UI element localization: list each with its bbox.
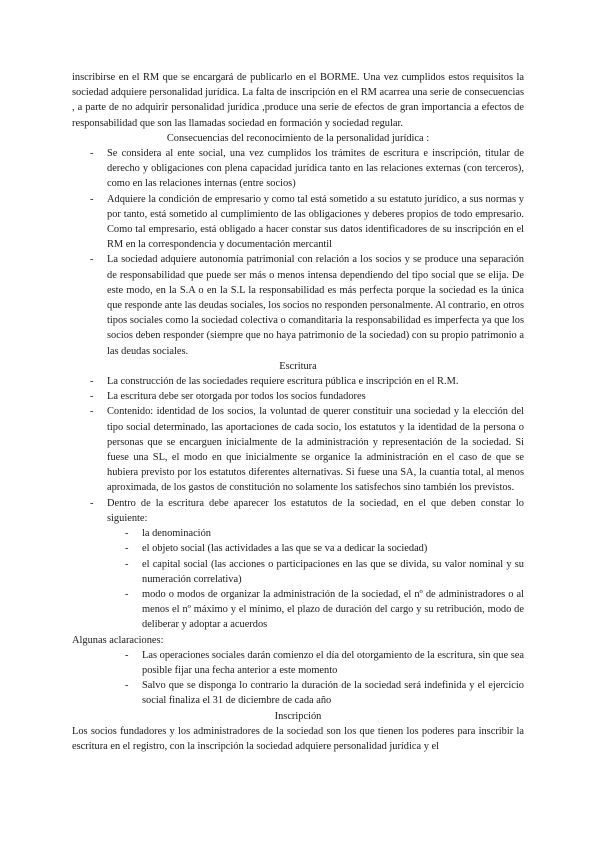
sublist-item: - modo o modos de organizar la administración de la sociedad, el nº de administradores o al menos el nº máximo y el mínimo, el plazo de duración del cargo y su retribución, modo de deliberar y adoptar a acuerdos bbox=[107, 587, 524, 633]
sublist-item: - el capital social (las acciones o participaciones en las que se divida, su valor nominal y su numeración correlativa) bbox=[107, 557, 524, 587]
estatutos-sublist bbox=[107, 526, 524, 632]
heading-consecuencias: Consecuencias del reconocimiento de la personalidad jurídica : bbox=[166, 132, 430, 144]
list-item: - Salvo que se disponga lo contrario la duración de la sociedad será indefinida y el ejercicio social finaliza el 31 de diciembre de cada año bbox=[72, 678, 524, 708]
aclaraciones-label: Algunas aclaraciones: bbox=[72, 634, 164, 646]
consecuencias-list bbox=[72, 146, 524, 359]
estatutos-text: Dentro de la escritura debe aparecer los estatutos de la sociedad, en el que deben constar lo siguiente: bbox=[107, 497, 524, 524]
document-page bbox=[72, 70, 524, 754]
sublist-item: - el objeto social (las actividades a las que se va a dedicar la sociedad) bbox=[107, 541, 524, 556]
heading-escritura: Escritura bbox=[279, 360, 317, 372]
sublist-item: - la denominación bbox=[107, 526, 524, 541]
list-item: - La construcción de las sociedades requiere escritura pública e inscripción en el R.M. bbox=[72, 374, 524, 389]
list-item: - Las operaciones sociales darán comienzo el día del otorgamiento de la escritura, sin que sea posible fijar una fecha anterior a este momento bbox=[72, 648, 524, 678]
list-item: - Adquiere la condición de empresario y como tal está sometido a su estatuto jurídico, a sus normas y por tanto, está sometido al cumplimiento de las obligaciones y deberes propios de todo empresario. Como tal empresario, está obligado a hacer constar sus datos identificadores de su inscripción en el RM en la correspondencia y documentación mercantil bbox=[72, 192, 524, 253]
aclaraciones-list bbox=[72, 648, 524, 709]
list-item-estatutos bbox=[72, 496, 524, 633]
inscripcion-paragraph: Los socios fundadores y los administradores de la sociedad son los que tienen los poderes para inscribir la escritura en el registro, con la inscripción la sociedad adquiere personalidad jurídica y el bbox=[72, 725, 524, 752]
heading-inscripcion: Inscripción bbox=[274, 710, 322, 722]
intro-paragraph: inscribirse en el RM que se encargará de publicarlo en el BORME. Una vez cumplidos estos requisitos la sociedad adquiere personalidad jurídica. La falta de inscripción en el RM acarrea una serie de consecuencias , a parte de no adquirir personalidad jurídica ,produce una serie de efectos de gran importancia a efectos de responsabilidad que son las llamadas sociedad en formación y sociedad regular. bbox=[72, 72, 524, 129]
list-item: - Se considera al ente social, una vez cumplidos los trámites de escritura e inscripción, titular de derecho y obligaciones con plena capacidad jurídica tanto en las relaciones externas (con terceros), como en las relaciones internas (entre socios) bbox=[72, 146, 524, 192]
escritura-list bbox=[72, 374, 524, 632]
list-item: - Contenido: identidad de los socios, la voluntad de querer constituir una sociedad y la elección del tipo social determinado, las aportaciones de cada socio, los estatutos y la identidad de la persona o personas que se encarguen inicialmente de la administración y representación de la sociedad. Si fuese una SL, el modo en que inicialmente se organice la administración en el caso de que se hubiera previsto por los estatutos diferentes alternativas. Si fuese una SA, la cuantía total, al menos aproximada, de los gastos de constitución no solamente los satisfechos sino también los previstos. bbox=[72, 404, 524, 495]
list-item: - La sociedad adquiere autonomía patrimonial con relación a los socios y se produce una separación de responsabilidad que puede ser más o menos intensa dependiendo del tipo social que se elija. De este modo, en la S.A o en la S.L la responsabilidad es más perfecta porque la sociedad es la única que responde ante las deudas sociales, los socios no responden personalmente. Al contrario, en otros tipos sociales como la sociedad colectiva o comanditaria la responsabilidad es imperfecta ya que los socios deben responder (siempre que no haya patrimonio de la sociedad) con su propio patrimonio a las deudas sociales. bbox=[72, 252, 524, 358]
list-item: - La escritura debe ser otorgada por todos los socios fundadores bbox=[72, 389, 524, 404]
